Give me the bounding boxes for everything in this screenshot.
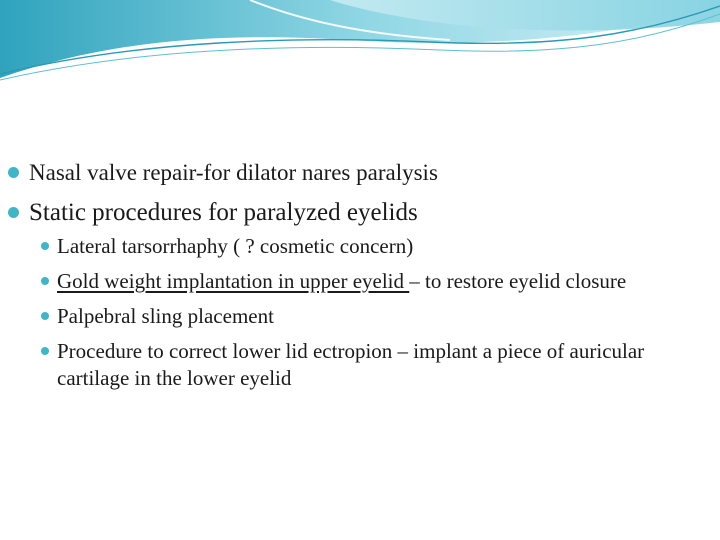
bullet-text: Nasal valve repair-for dilator nares paralysis (29, 160, 438, 185)
sub-bullet-dot-icon (41, 277, 49, 285)
slide-body (8, 158, 648, 401)
bullet-list (8, 158, 648, 392)
sub-bullet-palpebral-sling (29, 303, 648, 330)
sub-bullet-underlined-text: Gold weight implantation in upper eyelid (57, 269, 410, 293)
bullet-text: Static procedures for paralyzed eyelids (29, 199, 418, 226)
sub-bullet-dot-icon (41, 347, 49, 355)
sub-bullet-dot-icon (41, 312, 49, 320)
sub-bullet-text: Palpebral sling placement (57, 304, 274, 328)
bullet-nasal-valve (8, 158, 648, 188)
header-wave-decoration (0, 0, 720, 90)
sub-bullet-ectropion (29, 338, 648, 392)
sub-bullet-gold-weight (29, 268, 648, 295)
sub-bullet-dot-icon (41, 242, 49, 250)
bullet-dot-icon (8, 207, 19, 218)
bullet-dot-icon (8, 167, 19, 178)
sub-bullet-text: – to restore eyelid closure (409, 269, 627, 293)
sub-bullet-list (29, 233, 648, 392)
sub-bullet-tarsorrhaphy (29, 233, 648, 260)
sub-bullet-text: Lateral tarsorrhaphy ( ? cosmetic concern) (57, 234, 414, 258)
sub-bullet-text: Procedure to correct lower lid ectropion – implant a piece of auricular cartilage in the lower eyelid (57, 339, 645, 390)
bullet-static-procedures (8, 197, 648, 392)
